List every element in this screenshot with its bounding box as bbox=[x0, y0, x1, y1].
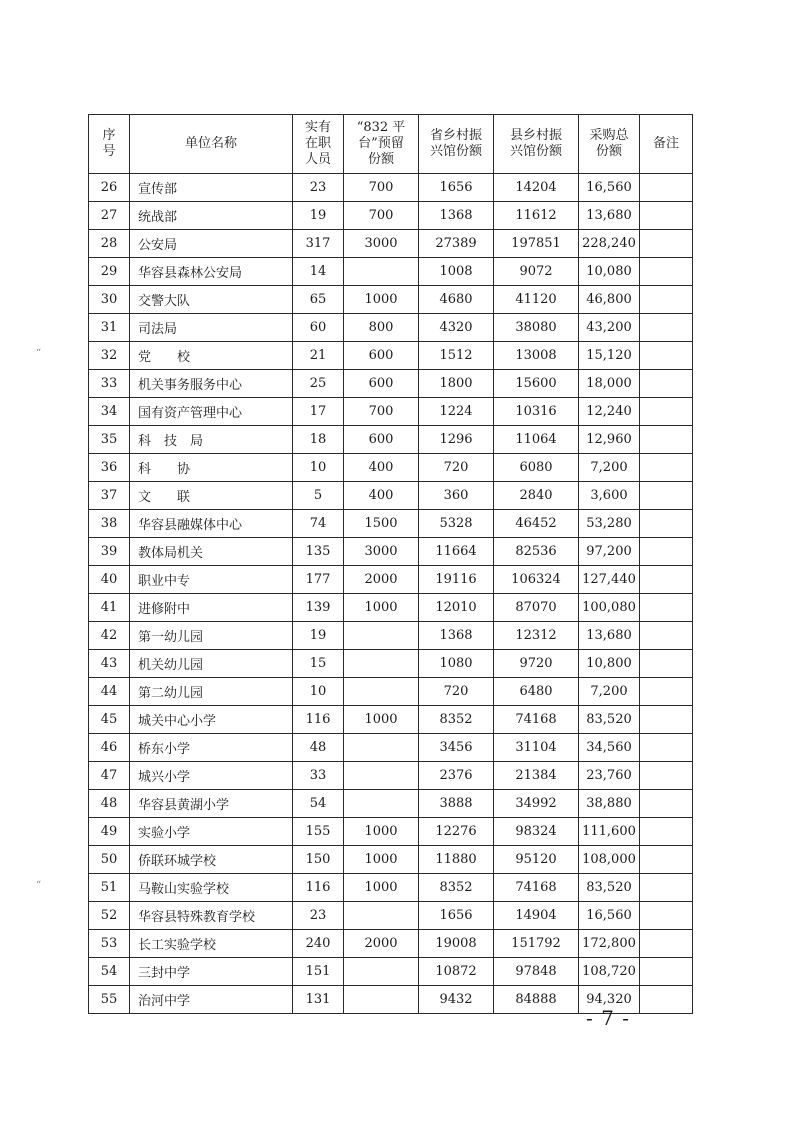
province-share: 8352 bbox=[419, 874, 494, 902]
unit-name: 华容县森林公安局 bbox=[130, 258, 293, 286]
note-cell bbox=[640, 398, 693, 426]
table-row bbox=[89, 370, 693, 398]
total-share: 127,440 bbox=[579, 566, 640, 594]
total-share: 23,760 bbox=[579, 762, 640, 790]
reserve-share: 700 bbox=[344, 202, 419, 230]
total-share: 94,320 bbox=[579, 986, 640, 1014]
unit-name: 国有资产管理中心 bbox=[130, 398, 293, 426]
staff-count: 317 bbox=[293, 230, 344, 258]
staff-count: 54 bbox=[293, 790, 344, 818]
table-row bbox=[89, 958, 693, 986]
row-index: 34 bbox=[89, 398, 130, 426]
province-share: 1080 bbox=[419, 650, 494, 678]
staff-count: 150 bbox=[293, 846, 344, 874]
reserve-share: 400 bbox=[344, 454, 419, 482]
total-share: 172,800 bbox=[579, 930, 640, 958]
table-row bbox=[89, 818, 693, 846]
reserve-share bbox=[344, 790, 419, 818]
row-index: 49 bbox=[89, 818, 130, 846]
note-cell bbox=[640, 426, 693, 454]
county-share: 151792 bbox=[494, 930, 579, 958]
county-share: 6080 bbox=[494, 454, 579, 482]
unit-name: 长工实验学校 bbox=[130, 930, 293, 958]
county-share: 14904 bbox=[494, 902, 579, 930]
table-row bbox=[89, 230, 693, 258]
total-share: 12,960 bbox=[579, 426, 640, 454]
row-index: 35 bbox=[89, 426, 130, 454]
total-share: 38,880 bbox=[579, 790, 640, 818]
unit-name: 华容县融媒体中心 bbox=[130, 510, 293, 538]
unit-name: 第一幼儿园 bbox=[130, 622, 293, 650]
staff-count: 65 bbox=[293, 286, 344, 314]
reserve-share: 3000 bbox=[344, 230, 419, 258]
row-index: 50 bbox=[89, 846, 130, 874]
total-share: 108,000 bbox=[579, 846, 640, 874]
county-share: 11612 bbox=[494, 202, 579, 230]
table-row bbox=[89, 594, 693, 622]
county-share: 10316 bbox=[494, 398, 579, 426]
staff-count: 17 bbox=[293, 398, 344, 426]
county-share: 41120 bbox=[494, 286, 579, 314]
row-index: 39 bbox=[89, 538, 130, 566]
county-share: 46452 bbox=[494, 510, 579, 538]
note-cell bbox=[640, 482, 693, 510]
header-index: 序 号 bbox=[89, 115, 130, 174]
note-cell bbox=[640, 174, 693, 202]
total-share: 12,240 bbox=[579, 398, 640, 426]
row-index: 31 bbox=[89, 314, 130, 342]
staff-count: 21 bbox=[293, 342, 344, 370]
county-share: 98324 bbox=[494, 818, 579, 846]
reserve-share bbox=[344, 958, 419, 986]
table-row bbox=[89, 482, 693, 510]
unit-name: 公安局 bbox=[130, 230, 293, 258]
table-row bbox=[89, 622, 693, 650]
note-cell bbox=[640, 202, 693, 230]
staff-count: 19 bbox=[293, 202, 344, 230]
total-share: 100,080 bbox=[579, 594, 640, 622]
note-cell bbox=[640, 818, 693, 846]
header-note: 备注 bbox=[640, 115, 693, 174]
staff-count: 18 bbox=[293, 426, 344, 454]
table-row bbox=[89, 538, 693, 566]
table-row bbox=[89, 650, 693, 678]
reserve-share bbox=[344, 258, 419, 286]
table-row bbox=[89, 706, 693, 734]
county-share: 15600 bbox=[494, 370, 579, 398]
table-header-row bbox=[89, 115, 693, 174]
table-row bbox=[89, 202, 693, 230]
table-row bbox=[89, 314, 693, 342]
province-share: 4320 bbox=[419, 314, 494, 342]
county-share: 197851 bbox=[494, 230, 579, 258]
county-share: 6480 bbox=[494, 678, 579, 706]
staff-count: 10 bbox=[293, 678, 344, 706]
reserve-share: 1000 bbox=[344, 874, 419, 902]
unit-name: 党 校 bbox=[130, 342, 293, 370]
county-share: 87070 bbox=[494, 594, 579, 622]
unit-name: 职业中专 bbox=[130, 566, 293, 594]
row-index: 53 bbox=[89, 930, 130, 958]
province-share: 12276 bbox=[419, 818, 494, 846]
unit-name: 侨联环城学校 bbox=[130, 846, 293, 874]
reserve-share: 700 bbox=[344, 398, 419, 426]
total-share: 16,560 bbox=[579, 902, 640, 930]
table-row bbox=[89, 678, 693, 706]
row-index: 30 bbox=[89, 286, 130, 314]
province-share: 2376 bbox=[419, 762, 494, 790]
note-cell bbox=[640, 678, 693, 706]
total-share: 111,600 bbox=[579, 818, 640, 846]
staff-count: 60 bbox=[293, 314, 344, 342]
row-index: 42 bbox=[89, 622, 130, 650]
table-row bbox=[89, 762, 693, 790]
unit-name: 文 联 bbox=[130, 482, 293, 510]
unit-name: 统战部 bbox=[130, 202, 293, 230]
row-index: 55 bbox=[89, 986, 130, 1014]
row-index: 43 bbox=[89, 650, 130, 678]
reserve-share: 600 bbox=[344, 342, 419, 370]
note-cell bbox=[640, 510, 693, 538]
province-share: 1656 bbox=[419, 174, 494, 202]
total-share: 83,520 bbox=[579, 874, 640, 902]
staff-count: 33 bbox=[293, 762, 344, 790]
total-share: 3,600 bbox=[579, 482, 640, 510]
reserve-share: 400 bbox=[344, 482, 419, 510]
note-cell bbox=[640, 790, 693, 818]
note-cell bbox=[640, 930, 693, 958]
row-index: 45 bbox=[89, 706, 130, 734]
province-share: 11880 bbox=[419, 846, 494, 874]
header-county-share: 县乡村振 兴馆份额 bbox=[494, 115, 579, 174]
province-share: 720 bbox=[419, 454, 494, 482]
total-share: 15,120 bbox=[579, 342, 640, 370]
row-index: 44 bbox=[89, 678, 130, 706]
province-share: 8352 bbox=[419, 706, 494, 734]
province-share: 4680 bbox=[419, 286, 494, 314]
header-staff: 实有 在职 人员 bbox=[293, 115, 344, 174]
unit-name: 科 技 局 bbox=[130, 426, 293, 454]
unit-name: 科 协 bbox=[130, 454, 293, 482]
staff-count: 116 bbox=[293, 874, 344, 902]
staff-count: 139 bbox=[293, 594, 344, 622]
county-share: 82536 bbox=[494, 538, 579, 566]
province-share: 1224 bbox=[419, 398, 494, 426]
note-cell bbox=[640, 706, 693, 734]
table-row bbox=[89, 874, 693, 902]
page-number: - 7 - bbox=[586, 1006, 630, 1030]
allocation-table bbox=[88, 114, 693, 1014]
county-share: 74168 bbox=[494, 874, 579, 902]
note-cell bbox=[640, 762, 693, 790]
county-share: 11064 bbox=[494, 426, 579, 454]
staff-count: 48 bbox=[293, 734, 344, 762]
header-province-share: 省乡村振 兴馆份额 bbox=[419, 115, 494, 174]
total-share: 18,000 bbox=[579, 370, 640, 398]
note-cell bbox=[640, 314, 693, 342]
county-share: 95120 bbox=[494, 846, 579, 874]
unit-name: 三封中学 bbox=[130, 958, 293, 986]
reserve-share: 2000 bbox=[344, 930, 419, 958]
county-share: 21384 bbox=[494, 762, 579, 790]
row-index: 37 bbox=[89, 482, 130, 510]
staff-count: 240 bbox=[293, 930, 344, 958]
unit-name: 第二幼儿园 bbox=[130, 678, 293, 706]
total-share: 53,280 bbox=[579, 510, 640, 538]
county-share: 84888 bbox=[494, 986, 579, 1014]
reserve-share bbox=[344, 622, 419, 650]
county-share: 9072 bbox=[494, 258, 579, 286]
province-share: 1512 bbox=[419, 342, 494, 370]
row-index: 38 bbox=[89, 510, 130, 538]
header-832-reserve: “832 平 台”预留 份额 bbox=[344, 115, 419, 174]
total-share: 108,720 bbox=[579, 958, 640, 986]
scan-mark: “ bbox=[36, 348, 42, 359]
total-share: 97,200 bbox=[579, 538, 640, 566]
province-share: 1296 bbox=[419, 426, 494, 454]
county-share: 38080 bbox=[494, 314, 579, 342]
row-index: 47 bbox=[89, 762, 130, 790]
reserve-share bbox=[344, 650, 419, 678]
staff-count: 14 bbox=[293, 258, 344, 286]
table-row bbox=[89, 286, 693, 314]
province-share: 19116 bbox=[419, 566, 494, 594]
row-index: 36 bbox=[89, 454, 130, 482]
county-share: 97848 bbox=[494, 958, 579, 986]
row-index: 28 bbox=[89, 230, 130, 258]
county-share: 14204 bbox=[494, 174, 579, 202]
note-cell bbox=[640, 594, 693, 622]
row-index: 54 bbox=[89, 958, 130, 986]
county-share: 106324 bbox=[494, 566, 579, 594]
table-row bbox=[89, 342, 693, 370]
unit-name: 治河中学 bbox=[130, 986, 293, 1014]
table-row bbox=[89, 258, 693, 286]
unit-name: 华容县黄湖小学 bbox=[130, 790, 293, 818]
reserve-share: 1000 bbox=[344, 706, 419, 734]
staff-count: 177 bbox=[293, 566, 344, 594]
row-index: 40 bbox=[89, 566, 130, 594]
note-cell bbox=[640, 874, 693, 902]
unit-name: 实验小学 bbox=[130, 818, 293, 846]
total-share: 7,200 bbox=[579, 454, 640, 482]
province-share: 1008 bbox=[419, 258, 494, 286]
reserve-share: 1000 bbox=[344, 846, 419, 874]
total-share: 13,680 bbox=[579, 622, 640, 650]
unit-name: 教体局机关 bbox=[130, 538, 293, 566]
unit-name: 桥东小学 bbox=[130, 734, 293, 762]
unit-name: 华容县特殊教育学校 bbox=[130, 902, 293, 930]
note-cell bbox=[640, 650, 693, 678]
staff-count: 74 bbox=[293, 510, 344, 538]
staff-count: 25 bbox=[293, 370, 344, 398]
reserve-share: 600 bbox=[344, 426, 419, 454]
province-share: 1368 bbox=[419, 622, 494, 650]
note-cell bbox=[640, 370, 693, 398]
province-share: 9432 bbox=[419, 986, 494, 1014]
staff-count: 131 bbox=[293, 986, 344, 1014]
reserve-share bbox=[344, 902, 419, 930]
note-cell bbox=[640, 286, 693, 314]
province-share: 10872 bbox=[419, 958, 494, 986]
unit-name: 司法局 bbox=[130, 314, 293, 342]
unit-name: 马鞍山实验学校 bbox=[130, 874, 293, 902]
total-share: 34,560 bbox=[579, 734, 640, 762]
note-cell bbox=[640, 342, 693, 370]
table-row bbox=[89, 426, 693, 454]
staff-count: 15 bbox=[293, 650, 344, 678]
province-share: 12010 bbox=[419, 594, 494, 622]
scan-mark: “ bbox=[36, 880, 42, 891]
table-row bbox=[89, 930, 693, 958]
header-total-share: 采购总 份额 bbox=[579, 115, 640, 174]
table-row bbox=[89, 902, 693, 930]
province-share: 5328 bbox=[419, 510, 494, 538]
county-share: 12312 bbox=[494, 622, 579, 650]
table-row bbox=[89, 510, 693, 538]
table-row bbox=[89, 790, 693, 818]
reserve-share: 1000 bbox=[344, 818, 419, 846]
reserve-share: 700 bbox=[344, 174, 419, 202]
unit-name: 进修附中 bbox=[130, 594, 293, 622]
row-index: 52 bbox=[89, 902, 130, 930]
note-cell bbox=[640, 230, 693, 258]
staff-count: 151 bbox=[293, 958, 344, 986]
row-index: 51 bbox=[89, 874, 130, 902]
reserve-share: 1000 bbox=[344, 286, 419, 314]
province-share: 1800 bbox=[419, 370, 494, 398]
table-row bbox=[89, 454, 693, 482]
total-share: 46,800 bbox=[579, 286, 640, 314]
note-cell bbox=[640, 538, 693, 566]
staff-count: 135 bbox=[293, 538, 344, 566]
reserve-share: 2000 bbox=[344, 566, 419, 594]
total-share: 83,520 bbox=[579, 706, 640, 734]
county-share: 34992 bbox=[494, 790, 579, 818]
note-cell bbox=[640, 622, 693, 650]
unit-name: 城关中心小学 bbox=[130, 706, 293, 734]
reserve-share: 800 bbox=[344, 314, 419, 342]
unit-name: 交警大队 bbox=[130, 286, 293, 314]
note-cell bbox=[640, 566, 693, 594]
table-body bbox=[89, 174, 693, 1014]
staff-count: 5 bbox=[293, 482, 344, 510]
staff-count: 116 bbox=[293, 706, 344, 734]
note-cell bbox=[640, 902, 693, 930]
note-cell bbox=[640, 986, 693, 1014]
total-share: 13,680 bbox=[579, 202, 640, 230]
row-index: 29 bbox=[89, 258, 130, 286]
unit-name: 机关事务服务中心 bbox=[130, 370, 293, 398]
county-share: 31104 bbox=[494, 734, 579, 762]
unit-name: 城兴小学 bbox=[130, 762, 293, 790]
table-row bbox=[89, 566, 693, 594]
reserve-share: 3000 bbox=[344, 538, 419, 566]
province-share: 1368 bbox=[419, 202, 494, 230]
row-index: 32 bbox=[89, 342, 130, 370]
reserve-share: 1500 bbox=[344, 510, 419, 538]
row-index: 27 bbox=[89, 202, 130, 230]
note-cell bbox=[640, 958, 693, 986]
note-cell bbox=[640, 454, 693, 482]
total-share: 10,080 bbox=[579, 258, 640, 286]
table-row bbox=[89, 174, 693, 202]
total-share: 228,240 bbox=[579, 230, 640, 258]
table-row bbox=[89, 734, 693, 762]
reserve-share bbox=[344, 734, 419, 762]
row-index: 48 bbox=[89, 790, 130, 818]
reserve-share bbox=[344, 986, 419, 1014]
province-share: 360 bbox=[419, 482, 494, 510]
staff-count: 23 bbox=[293, 174, 344, 202]
staff-count: 155 bbox=[293, 818, 344, 846]
province-share: 3888 bbox=[419, 790, 494, 818]
unit-name: 宣传部 bbox=[130, 174, 293, 202]
reserve-share bbox=[344, 762, 419, 790]
province-share: 27389 bbox=[419, 230, 494, 258]
row-index: 41 bbox=[89, 594, 130, 622]
row-index: 46 bbox=[89, 734, 130, 762]
county-share: 74168 bbox=[494, 706, 579, 734]
total-share: 10,800 bbox=[579, 650, 640, 678]
note-cell bbox=[640, 258, 693, 286]
total-share: 16,560 bbox=[579, 174, 640, 202]
row-index: 33 bbox=[89, 370, 130, 398]
reserve-share: 600 bbox=[344, 370, 419, 398]
province-share: 1656 bbox=[419, 902, 494, 930]
province-share: 11664 bbox=[419, 538, 494, 566]
note-cell bbox=[640, 734, 693, 762]
county-share: 13008 bbox=[494, 342, 579, 370]
staff-count: 19 bbox=[293, 622, 344, 650]
province-share: 3456 bbox=[419, 734, 494, 762]
reserve-share: 1000 bbox=[344, 594, 419, 622]
county-share: 9720 bbox=[494, 650, 579, 678]
unit-name: 机关幼儿园 bbox=[130, 650, 293, 678]
staff-count: 10 bbox=[293, 454, 344, 482]
table-row bbox=[89, 846, 693, 874]
reserve-share bbox=[344, 678, 419, 706]
province-share: 720 bbox=[419, 678, 494, 706]
note-cell bbox=[640, 846, 693, 874]
total-share: 43,200 bbox=[579, 314, 640, 342]
staff-count: 23 bbox=[293, 902, 344, 930]
table-row bbox=[89, 398, 693, 426]
header-unit-name: 单位名称 bbox=[130, 115, 293, 174]
row-index: 26 bbox=[89, 174, 130, 202]
province-share: 19008 bbox=[419, 930, 494, 958]
total-share: 7,200 bbox=[579, 678, 640, 706]
county-share: 2840 bbox=[494, 482, 579, 510]
